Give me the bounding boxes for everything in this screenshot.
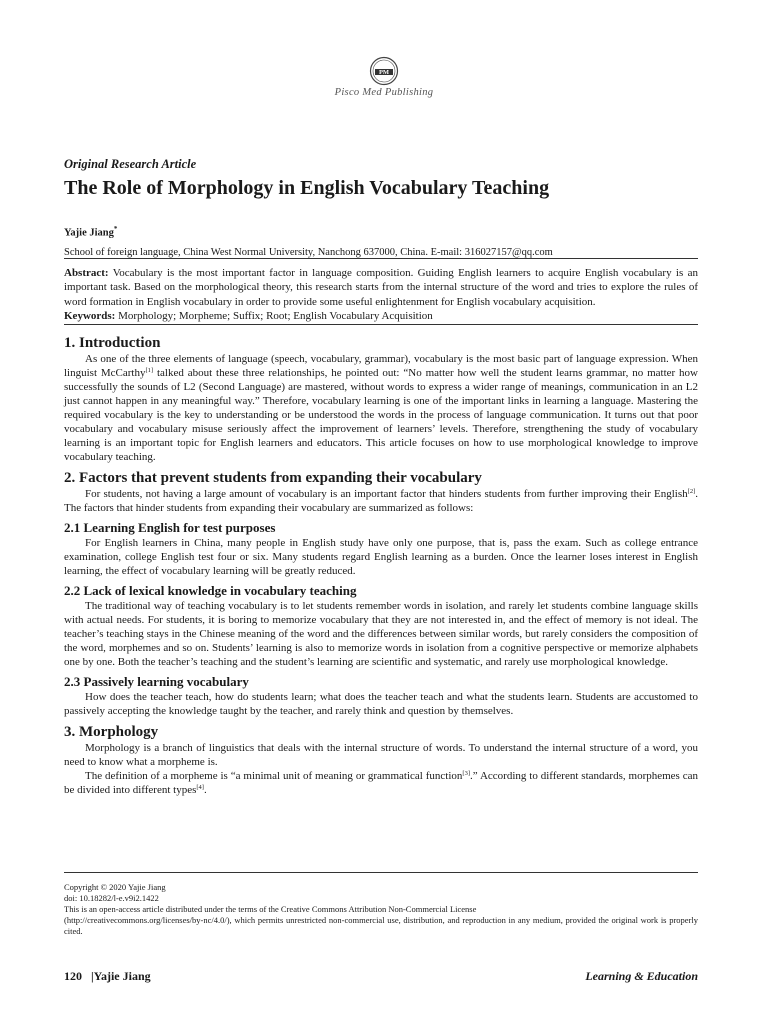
- subsection-heading: 2.2 Lack of lexical knowledge in vocabulary teaching: [64, 582, 357, 598]
- section-heading-morphology: 3. Morphology: [64, 723, 159, 740]
- pm-logo-icon: [369, 56, 399, 86]
- paragraph: [64, 769, 698, 797]
- paragraph-text: .: [203, 783, 207, 796]
- author-line: [64, 225, 698, 239]
- keywords: [64, 309, 698, 324]
- section-heading-factors: 2. Factors that prevent students from expanding their vocabulary: [64, 469, 482, 486]
- divider: [64, 324, 698, 325]
- citation: [2]: [687, 487, 696, 495]
- author-mark: *: [113, 225, 118, 233]
- citation: [1]: [145, 366, 154, 374]
- citation: [4]: [196, 783, 204, 791]
- page-number: 120: [64, 969, 82, 983]
- publisher-logo: [0, 56, 768, 98]
- doi: doi: 10.18282/l-e.v9i2.1422: [64, 893, 159, 903]
- publisher-name: Pisco Med Publishing: [334, 87, 434, 98]
- paragraph: [64, 352, 698, 464]
- license-line: (http://creativecommons.org/licenses/by-nc/4.0/), which permits unrestricted non-commercial use, distribution, and reproduction in any medium, provided the original work is properly cited.: [64, 915, 698, 936]
- paragraph: The traditional way of teaching vocabulary is to let students remember words in isolation, and rarely let students combine language skills with actual needs. For students, it is boring to memorize vocabulary that they are not interested in, and the effect of memory is not ideal. The teacher’s teaching stays in the Chinese meaning of the word and the differences between similar words, but rarely considers the composition of the word, morphemes and so on. Students’ learning is also to memorize words in isolation from a cognitive perspective or memorize alphabets one by one. Both the teacher’s teaching and the student’s learning are scientific and systematic, and rarely use morphological knowledge.: [64, 599, 698, 668]
- page-footer: [64, 969, 698, 984]
- footnote: [64, 872, 698, 937]
- paragraph: Morphology is a branch of linguistics that deals with the internal structure of words. To understand the internal structure of a word, you need to know what a morpheme is.: [64, 741, 698, 768]
- author-name: Yajie Jiang: [64, 227, 114, 239]
- footer-author: |Yajie Jiang: [91, 969, 151, 983]
- paragraph-text: talked about these three relationships, he pointed out: “No matter how well the student learns grammar, no matter how successfully the sounds of L2 (Second Language) are mastered, without words to express a wider range of meanings, communication in an L2 just cannot happen in any meaningful way.” Therefore, vocabulary learning is one of the important links in learning a language. Mastering the required vocabulary is the key to understanding or be understood the words in the process of language communication. It turns out that poor vocabulary and vocabulary misuse seriously affect the improvement of learners’ levels. Therefore, strengthening the study of vocabulary learning is an important topic for English learners and educators. This article focuses on how to use morphological knowledge to improve vocabulary teaching.: [64, 366, 698, 463]
- paragraph-text: .” According to different standards, morphemes can be divided into different types: [64, 769, 698, 796]
- paragraph-text: . The factors that hinder students from expanding their vocabulary are summarized as follows:: [64, 487, 698, 514]
- paragraph: [64, 487, 698, 515]
- article-title: The Role of Morphology in English Vocabulary Teaching: [64, 177, 550, 199]
- paragraph: For English learners in China, many people in English study have only one purpose, that is, pass the exam. Such as college entrance examination, college English test four or six. Many students regard English learning as a burden. Once the learner loses interest in English learning, the effect of vocabulary learning will be greatly reduced.: [64, 536, 698, 577]
- article-type: Original Research Article: [64, 157, 197, 171]
- keywords-label: Keywords:: [64, 310, 116, 322]
- logo-initials: PM: [378, 69, 390, 76]
- abstract-text: Vocabulary is the most important factor in language composition. Guiding English learners to acquire English vocabulary is an important task. Based on the morphological theory, this research starts from the internal structure of the word and tries to explore the rules of word formation in English vocabulary in order to provide some useful enlightenment for English vocabulary acquisition.: [64, 266, 698, 308]
- section-heading-introduction: 1. Introduction: [64, 334, 161, 351]
- citation: [3]: [462, 769, 471, 777]
- subsection-heading: 2.1 Learning English for test purposes: [64, 519, 276, 535]
- journal-name: Learning & Education: [585, 969, 698, 983]
- affiliation: School of foreign language, China West Normal University, Nanchong 637000, China. E-mail: 316027157@qq.com: [64, 246, 553, 258]
- subsection-heading: 2.3 Passively learning vocabulary: [64, 673, 249, 689]
- divider: [64, 258, 698, 259]
- paragraph-text: The definition of a morpheme is “a minimal unit of meaning or grammatical function: [85, 769, 463, 782]
- paragraph: How does the teacher teach, how do students learn; what does the teacher teach and what the students learn. Students are accustomed to passively accepting the knowledge taught by the teacher, and rarely think and question by themselves.: [64, 690, 698, 717]
- paragraph-text: For students, not having a large amount of vocabulary is an important factor that hinders students from further improving their English: [85, 487, 688, 500]
- keywords-text: Morphology; Morpheme; Suffix; Root; English Vocabulary Acquisition: [115, 310, 433, 322]
- paragraph-text: As one of the three elements of language (speech, vocabulary, grammar), vocabulary is the most basic part of language expression. When linguist McCarthy: [64, 352, 698, 379]
- license-line: This is an open-access article distributed under the terms of the Creative Commons Attribution Non-Commercial License: [64, 904, 477, 914]
- article-body: [64, 157, 698, 797]
- abstract-label: Abstract:: [64, 266, 109, 279]
- abstract: [64, 266, 698, 310]
- copyright: Copyright © 2020 Yajie Jiang: [64, 882, 166, 892]
